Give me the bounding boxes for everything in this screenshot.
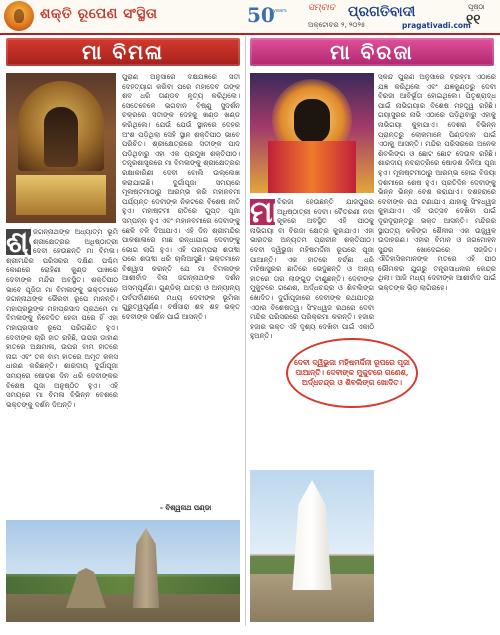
vimala-body-text-1: ଜଗନ୍ନାଥଙ୍କ ଅଧ୍ୟାତ୍ମ ଭୂମି ଶ୍ରୀକ୍ଷେତ୍ରର ଅଧିଷ୍ଠାତ୍ରୀ ଦେବୀ ହେଉଛନ୍ତି ମା ବିମଳା। ଶ୍ରୀମନ୍ଦିର ପରିସରର ଦକ୍ଷିଣ ପଶ୍ଚିମ କୋଣରେ ରୋହିଣୀ କୁଣ୍ଡ ପାଖରେ ଦେବୀଙ୍କ ମନ୍ଦିର ଅବସ୍ଥିତ। ଶକ୍ତିପୀଠ ଭାବେ ପୂଜିତା ମା ବିମଳାଙ୍କୁ ଭକ୍ତମାନେ ଜଗନ୍ନାଥଙ୍କ ଭୈରବୀ ରୂପେ ମାନନ୍ତି। ମହାପ୍ରଭୁଙ୍କ ମହାପ୍ରସାଦ ପ୍ରଥମେ ମା ବିମଳାଙ୍କୁ ନିବେଦିତ ହେବା ପରେ ହିଁ ଏହା ମହାପ୍ରସାଦ ରୂପେ ପରିଗଣିତ ହୁଏ। ଦେବୀଙ୍କ ଚାରି ହାତ ରହିଛି, ଉପର ଡାହାଣ ହାତରେ ଅକ୍ଷମାଳା, ଉପର ବାମ ହାତରେ ନାଗ ଏବଂ ତଳ ବାମ ହାତରେ ଅମୃତ କଳସ ଧାରଣ କରିଛନ୍ତି। ଶାରଦୀୟ ଦୁର୍ଗାପୂଜା ସମୟରେ ଷୋଡ଼ଶ ଦିନ ଧରି ଦେବୀଙ୍କର ବିଶେଷ ପୂଜା ଅନୁଷ୍ଠିତ ହୁଏ। ଏହି ସମୟରେ ମା ବିମଳା ବିଭିନ୍ନ ବେଶରେ ଭକ୍ତଙ୍କୁ ଦର୍ଶନ ଦିଅନ୍ତି। [6,228,118,409]
section-title: ଶକ୍ତି ରୂପେଣ ସଂସ୍ଥିତା [40,6,158,22]
biraja-headline: ମା ବିରଜା [250,38,494,66]
biraja-body-text-1: ବିରଜା ହେଉଛନ୍ତି ଯାଜପୁରର ଅଧିଷ୍ଠାତ୍ରୀ ଦେବୀ। ବୈତରଣୀ ନଦୀ କୂଳରେ ଅବସ୍ଥିତ ଏହି ପୀଠକୁ ନାଭିଗୟା ବା ବିରଜା କ୍ଷେତ୍ର କୁହାଯାଏ। ଏହା ଭାରତର ଅନ୍ୟତମ ପ୍ରାଚୀନ ଶକ୍ତିପୀଠ। ଦେବୀ ଦ୍ୱିଭୁଜା ମହିଷମର୍ଦ୍ଦିନୀ ରୂପରେ ପୂଜା ପାଆନ୍ତି। ଏକ ହାତରେ ବର୍ଚ୍ଛା ଧରି ମହିଷାସୁରର ଛାତିରେ ଭେଦୁଛନ୍ତି ଓ ଅନ୍ୟ ହାତରେ ତାର ଲାଙ୍ଗୁଡ଼ ଟାଣୁଛନ୍ତି। ଦେବୀଙ୍କ ମୁକୁଟରେ ଗଣେଶ, ଅର୍ଦ୍ଧଚନ୍ଦ୍ର ଓ ଶିବଲିଙ୍ଗ ଖୋଦିତ। ଦୁର୍ଗାପୂଜାରେ ଦେବୀଙ୍କ ରଥଯାତ୍ରା ଏଠାର ବିଶେଷତ୍ୱ। ସିଂହଧ୍ୱଜ ରଥରେ ଦେବୀ ମନ୍ଦିର ପରିସରରେ ପରିକ୍ରମା କରନ୍ତି। ହଜାର ହଜାର ଭକ୍ତ ଏହି ଦୃଶ୍ୟ ଦେଖିବା ପାଇଁ ଏକାଠି ହୁଅନ୍ତି। [250,198,374,341]
goddess-emblem-icon [4,1,34,31]
vimala-headline: ମା ବିମଳା [6,38,240,66]
website-link[interactable]: pragativadi.com [402,21,471,30]
vimala-byline: - ବିଶ୍ୱନାଥ ପଣ୍ଡା [160,503,212,512]
vimala-dropcap: ଶ୍ରୀ [6,228,58,260]
vimala-idol-photo [6,73,116,223]
vimala-body-text-2: ପୁରାଣ ଅନୁସାରେ ଦକ୍ଷଯଜ୍ଞରେ ସତୀ ଦେହତ୍ୟାଗ କରିବା ପରେ ମହାଦେବ ତାଙ୍କ ଶବ ଧରି ତାଣ୍ଡବ ନୃତ୍ୟ କରିଥିଲେ। ସେତେବେଳେ ଭଗବାନ ବିଷ୍ଣୁ ସୁଦର୍ଶନ ଚକ୍ରରେ ସତୀଙ୍କ ଦେହକୁ ଖଣ୍ଡ ଖଣ୍ଡ କରିଥିଲେ। ଯେଉଁ ଯେଉଁ ସ୍ଥାନରେ ଦେହର ଅଂଶ ପଡ଼ିଥିଲା ସେହି ସ୍ଥାନ ଶକ୍ତିପୀଠ ଭାବେ ପରିଚିତ। ଶ୍ରୀକ୍ଷେତ୍ରରେ ସତୀଙ୍କ ପାଦ ପଡ଼ିଥିବାରୁ ଏହା ଏକ ପ୍ରମୁଖ ଶକ୍ତିପୀଠ। ତନ୍ତ୍ରଶାସ୍ତ୍ରରେ ମା ବିମଳାଙ୍କୁ ଶ୍ରୀକ୍ଷେତ୍ରର ରକ୍ଷାକାରିଣୀ ଦେବୀ ବୋଲି ଉଲ୍ଲେଖ କରାଯାଇଛି। ଦୁର୍ଗାପୂଜା ସମୟରେ ମୂଳାଷ୍ଟମୀଠାରୁ ଆରମ୍ଭ କରି ମହାନବମୀ ପର୍ଯ୍ୟନ୍ତ ଦେବୀଙ୍କ ନିକଟରେ ବିଶେଷ ନୀତି ହୁଏ। ମହାଷ୍ଟମୀ ରାତିରେ ଗୁପ୍ତ ପୂଜା ସମ୍ପନ୍ନ ହୁଏ ଏବଂ ମହାନବମୀରେ ଦେବୀଙ୍କୁ ଛେଳି ବଳି ଦିଆଯାଏ। ଏହି ଦିନ ଶ୍ରୀମନ୍ଦିର ପାକଶାଳାରେ ମାଛ ରନ୍ଧାଯାଇ ଦେବୀଙ୍କୁ ଭୋଗ ଲାଗି ହୁଏ। ଏହି ପରମ୍ପରା ଶତାବ୍ଦୀ ପରେ ଶତାବ୍ଦୀ ଧରି ଚାଲିଆସୁଛି। ଭକ୍ତମାନେ ବିଶ୍ୱାସ କରନ୍ତି ଯେ ମା ବିମଳାଙ୍କ ଆଶୀର୍ବାଦ ବିନା ଜଗନ୍ନାଥଙ୍କ ଦର୍ଶନ ଅସମ୍ପୂର୍ଣ୍ଣ। ଗୁଣ୍ଡିଚା ଯାତ୍ରା ଓ ଅନ୍ୟାନ୍ୟ ପର୍ବପର୍ବାଣୀରେ ମଧ୍ୟ ଦେବୀଙ୍କ ଭୂମିକା ଗୁରୁତ୍ୱପୂର୍ଣ୍ଣ। ବର୍ଷସାରା ଶହ ଶହ ଭକ୍ତ ଦେବୀଙ୍କ ଦର୍ଶନ ପାଇଁ ଆସନ୍ତି। [122,73,240,321]
issue-date: ଅକ୍ଟୋବର ୨, ୨୦୨୫ [308,21,366,29]
biraja-idol-photo [250,73,374,193]
biraja-dropcap: ମା [250,198,280,230]
vimala-body-column-1 [6,228,118,516]
biraja-body-text-2: ସ୍କନ୍ଦ ପୁରାଣ ଅନୁସାରେ ବ୍ରହ୍ମା ଏଠାରେ ଯଜ୍ଞ କରିଥିଲେ ଏବଂ ଯଜ୍ଞକୁଣ୍ଡରୁ ଦେବୀ ବିରଜା ଆବିର୍ଭୂତା ହୋଇଥିଲେ। ପିତୃଶ୍ରାଦ୍ଧ ପାଇଁ ନାଭିଗୟାର ବିଶେଷ ମହତ୍ତ୍ୱ ରହିଛି। ଗୟାସୁରର ନାଭି ଏଠାରେ ପଡ଼ିଥିବାରୁ ଏହାକୁ ନାଭିଗୟା କୁହାଯାଏ। ଦେଶର ବିଭିନ୍ନ ପ୍ରାନ୍ତରୁ ଲୋକମାନେ ପିଣ୍ଡଦାନ ପାଇଁ ଏଠାକୁ ଆସନ୍ତି। ମନ୍ଦିର ପରିସରରେ ଅନେକ ଶିବଲିଙ୍ଗ ଓ ଛୋଟ ଛୋଟ ଦେଉଳ ରହିଛି। ଶାରଦୀୟ ନବରାତ୍ରିରେ ଷୋଡ଼ଶ ଦିନିଆ ପୂଜା ହୁଏ। ମୂଳାଷ୍ଟମୀଠାରୁ ଆରମ୍ଭ ହୋଇ ବିଜୟା ଦଶମୀରେ ଶେଷ ହୁଏ। ପ୍ରତିଦିନ ଦେବୀଙ୍କୁ ଭିନ୍ନ ଭିନ୍ନ ବେଶ କରାଯାଏ। ଦଶହରାରେ ଦେବୀଙ୍କ ରଥ ଟଣାଯାଏ ଯାହାକୁ ସିଂହଧ୍ୱଜ କୁହାଯାଏ। ଏହି ଉତ୍ସବ ଦେଖିବା ପାଇଁ ଦୂରଦୂରାନ୍ତରୁ ଭକ୍ତ ଆସନ୍ତି। ମନ୍ଦିରର ସ୍ଥାପତ୍ୟ କଳିଙ୍ଗ ଶୈଳୀର ଏକ ଉଜ୍ଜ୍ୱଳ ଉଦାହରଣ। ଏହାର ବିମାନ ଓ ଜଗମୋହନ ସୁନ୍ଦର ଖୋଦେଇରେ ସଜ୍ଜିତ। ଐତିହାସିକମାନଙ୍କ ମତରେ ଏହି ପୀଠ ଭୌମକର ଯୁଗରୁ ତନ୍ତ୍ରସାଧନାର କେନ୍ଦ୍ର ଥିଲା। ଆଜି ମଧ୍ୟ ଦେବୀଙ୍କ ଆଶୀର୍ବାଦ ପାଇଁ ଭକ୍ତଙ୍କ ଭିଡ଼ ଲାଗିରହେ। [378,73,496,293]
newspaper-title: ପ୍ରଗତିବାଦୀ [348,4,416,20]
anniversary-logo [247,4,287,30]
brand-prefix: ସମ୍ବାଦ [308,3,335,13]
page-number: ୧୧ [466,12,481,28]
page-label: ପୃଷ୍ଠା [468,3,485,11]
masthead [0,0,500,35]
anniversary-number: 50 [247,3,275,27]
biraja-temple-photo [250,470,374,622]
vimala-body-column-2 [122,73,240,498]
biraja-pull-quote: ଦେବୀ ଦ୍ୱିଭୁଜା ମହିଷମର୍ଦ୍ଦିନୀ ରୂପରେ ପୂଜା ପାଆନ୍ତି। ଦେବୀଙ୍କ ମୁକୁଟରେ ଗଣେଶ, ଅର୍ଦ୍ଧଚନ୍ଦ୍ର ଓ ଶିବଲିଙ୍ଗ ଖୋଦିତ। [286,338,418,408]
biraja-body-column-1 [250,198,374,466]
anniversary-label: years [273,8,287,14]
jagannath-temple-photo [6,520,240,622]
column-divider [245,36,246,626]
